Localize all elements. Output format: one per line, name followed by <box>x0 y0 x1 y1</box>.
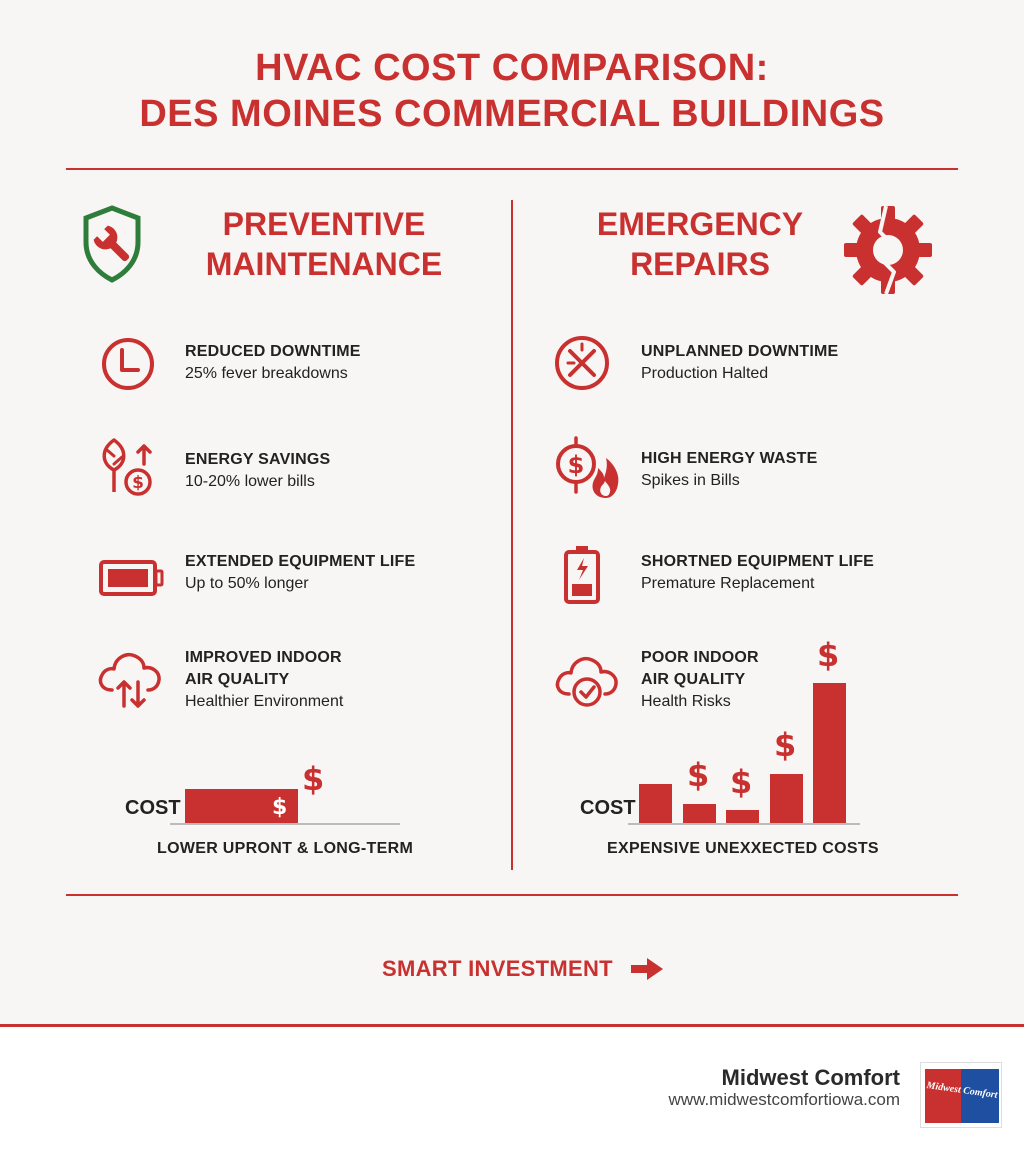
brand-name: Midwest Comfort <box>721 1065 900 1090</box>
emergency-cost-bar <box>639 784 672 823</box>
preventive-item-subtitle: Up to 50% longer <box>185 575 309 592</box>
emergency-item-subtitle: Premature Replacement <box>641 575 815 592</box>
broken-gear-icon <box>842 204 934 296</box>
emergency-heading-line2: REPAIRS <box>630 246 770 282</box>
emergency-item-title: UNPLANNED DOWNTIME <box>641 343 839 360</box>
low-battery-icon <box>563 544 601 606</box>
emergency-item-subtitle: Spikes in Bills <box>641 472 740 489</box>
svg-text:$: $ <box>132 473 144 493</box>
emergency-item-title: POOR INDOOR <box>641 649 759 666</box>
emergency-cost-bar <box>683 804 716 823</box>
emergency-bar-dollar: $ <box>730 763 753 801</box>
cloud-arrows-icon <box>96 646 164 710</box>
preventive-caption: LOWER UPRONT & LONG-TERM <box>157 840 414 857</box>
preventive-item-title: EXTENDED EQUIPMENT LIFE <box>185 553 416 570</box>
smart-investment-cta[interactable] <box>382 954 663 984</box>
emergency-cost-bar <box>813 683 846 823</box>
emergency-item-title: HIGH ENERGY WASTE <box>641 450 818 467</box>
smart-investment-label: SMART INVESTMENT <box>382 956 613 981</box>
emergency-item-title: AIR QUALITY <box>641 671 746 688</box>
page-title-line1: HVAC COST COMPARISON: <box>255 47 769 89</box>
emergency-item-subtitle: Production Halted <box>641 365 769 382</box>
emergency-bar-dollar: $ <box>817 636 840 674</box>
emergency-caption: EXPENSIVE UNEXXECTED COSTS <box>607 840 879 857</box>
emergency-bar-dollar: $ <box>774 726 797 764</box>
midwest-comfort-logo <box>920 1062 1002 1128</box>
emergency-cost-axis <box>628 823 860 825</box>
preventive-item-subtitle: 10-20% lower bills <box>185 473 315 490</box>
preventive-cost-label: COST <box>125 797 181 819</box>
arrow-right-icon <box>631 958 663 980</box>
emergency-item-subtitle: Health Risks <box>641 693 731 710</box>
preventive-item-title: REDUCED DOWNTIME <box>185 343 361 360</box>
dollar-fire-icon <box>552 434 622 500</box>
preventive-item-title: IMPROVED INDOOR <box>185 649 342 666</box>
preventive-heading-line2: MAINTENANCE <box>205 246 443 282</box>
svg-text:$: $ <box>567 451 585 479</box>
bottom-divider <box>66 894 958 896</box>
preventive-bar-dollar: $ <box>272 795 288 820</box>
page-title-line2: DES MOINES COMMERCIAL BUILDINGS <box>139 93 885 135</box>
cloud-check-icon <box>553 650 619 708</box>
brand-url[interactable]: www.midwestcomfortiowa.com <box>668 1090 900 1109</box>
preventive-heading-line1: PREVENTIVE <box>222 206 426 242</box>
preventive-item-subtitle: Healthier Environment <box>185 693 344 710</box>
clock-icon <box>100 336 156 392</box>
battery-icon <box>98 558 164 598</box>
leaf-dollar-icon <box>96 436 160 500</box>
emergency-bar-dollar: $ <box>687 756 710 794</box>
preventive-cost-axis <box>170 823 400 825</box>
preventive-item-title: AIR QUALITY <box>185 671 290 688</box>
emergency-item-title: SHORTNED EQUIPMENT LIFE <box>641 553 875 570</box>
preventive-item-subtitle: 25% fever breakdowns <box>185 365 348 382</box>
preventive-item-title: ENERGY SAVINGS <box>185 451 331 468</box>
top-divider <box>66 168 958 170</box>
clock-cross-icon <box>553 334 611 392</box>
preventive-extra-dollar: $ <box>302 760 325 798</box>
shield-wrench-icon <box>80 204 144 284</box>
emergency-cost-bar <box>770 774 803 823</box>
emergency-cost-label: COST <box>580 797 636 819</box>
center-divider <box>511 200 513 870</box>
logo-text: Midwest Comfort <box>925 1080 999 1101</box>
emergency-heading-line1: EMERGENCY <box>596 206 804 242</box>
emergency-cost-bar <box>726 810 759 823</box>
